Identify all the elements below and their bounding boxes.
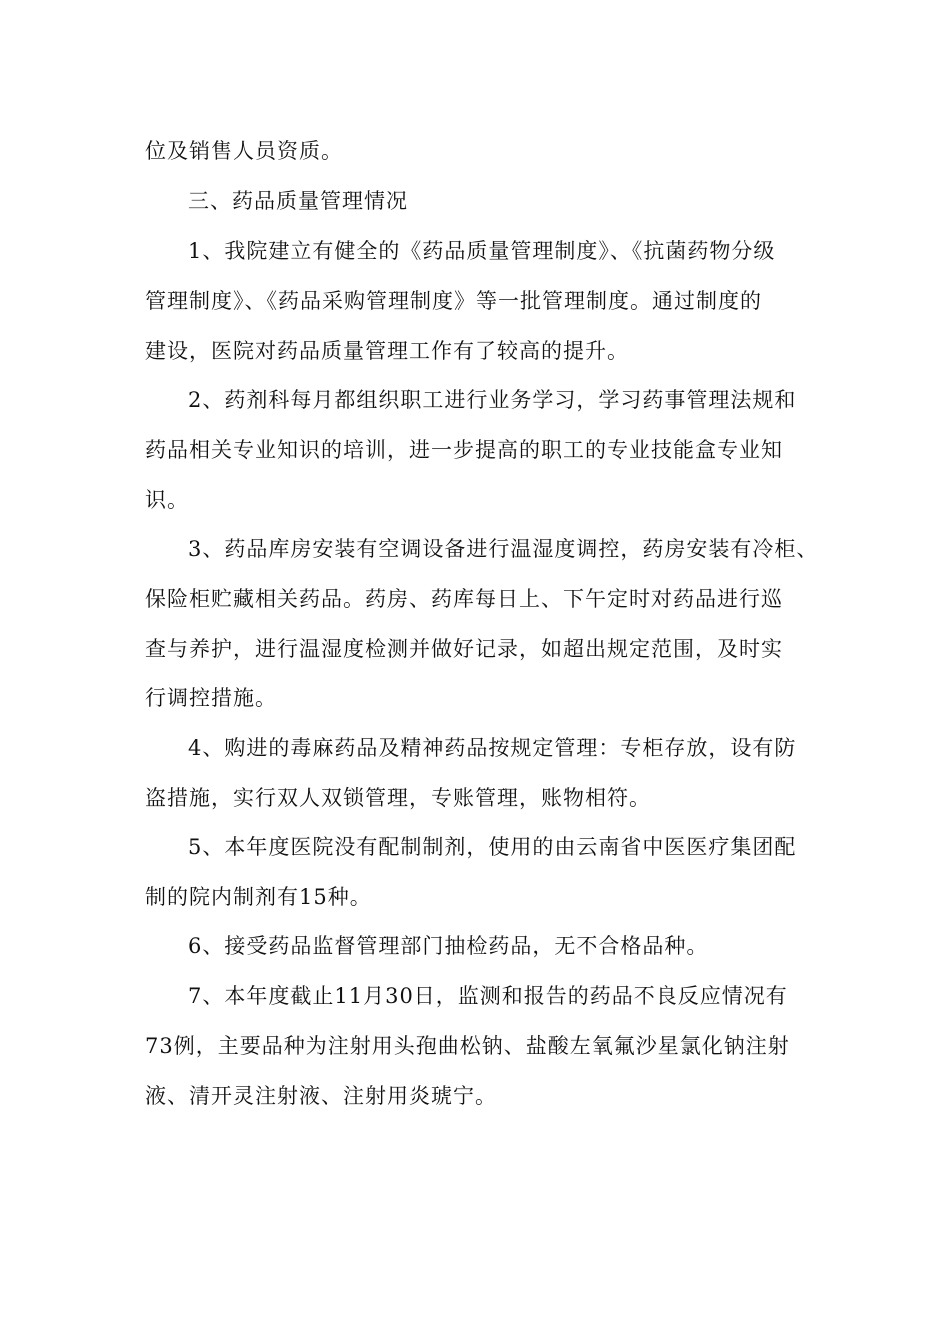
text-line: 药品相关专业知识的培训，进一步提高的职工的专业技能盒专业知	[145, 438, 783, 462]
text-line: 3、药品库房安装有空调设备进行温湿度调控，药房安装有冷柜、	[188, 537, 819, 561]
text-line: 查与养护，进行温湿度检测并做好记录，如超出规定范围，及时实	[145, 637, 783, 661]
text-line: 识。	[145, 488, 189, 512]
text-line: 保险柜贮藏相关药品。药房、药库每日上、下午定时对药品进行巡	[145, 587, 783, 611]
text-line: 管理制度》、《药品采购管理制度》等一批管理制度。通过制度的	[145, 289, 762, 313]
section-heading: 三、药品质量管理情况	[188, 189, 408, 213]
text-line: 5、本年度医院没有配制制剂，使用的由云南省中医医疗集团配	[188, 835, 797, 859]
text-line: 73例，主要品种为注射用头孢曲松钠、盐酸左氧氟沙星氯化钠注射	[145, 1034, 790, 1058]
text-line: 2、药剂科每月都组织职工进行业务学习，学习药事管理法规和	[188, 388, 797, 412]
text-line: 1、我院建立有健全的《药品质量管理制度》、《抗菌药物分级	[188, 239, 776, 263]
text-line: 液、清开灵注射液、注射用炎琥宁。	[145, 1084, 497, 1108]
text-line: 位及销售人员资质。	[145, 139, 343, 163]
text-line: 7、本年度截止11月30日，监测和报告的药品不良反应情况有	[188, 984, 788, 1008]
text-line: 制的院内制剂有15种。	[145, 885, 372, 909]
text-line: 盗措施，实行双人双锁管理，专账管理，账物相符。	[145, 786, 651, 810]
text-line: 4、购进的毒麻药品及精神药品按规定管理：专柜存放，设有防	[188, 736, 797, 760]
text-line: 建设，医院对药品质量管理工作有了较高的提升。	[145, 339, 629, 363]
text-line: 6、接受药品监督管理部门抽检药品，无不合格品种。	[188, 934, 709, 958]
text-line: 行调控措施。	[145, 686, 277, 710]
